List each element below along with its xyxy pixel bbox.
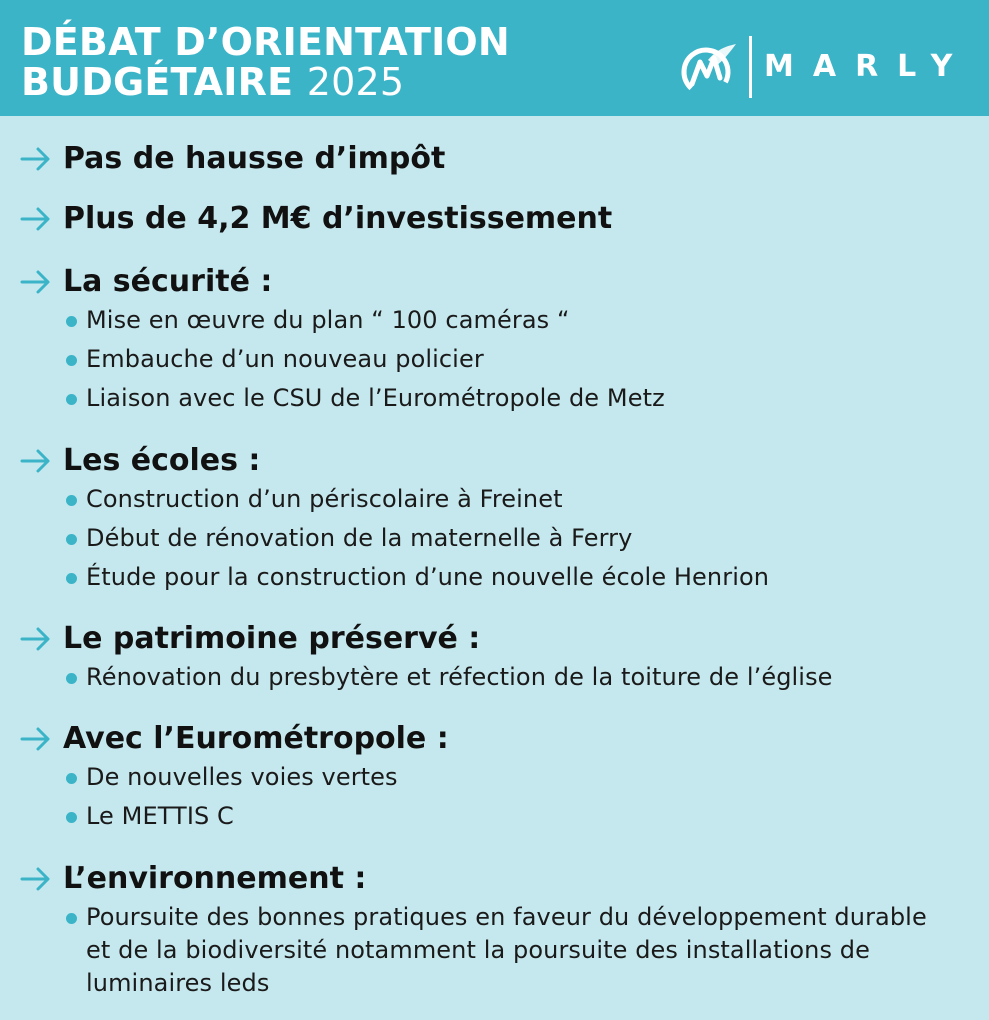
bullet-text: Construction d’un périscolaire à Freinet [86, 485, 563, 513]
bullet-dot-icon [66, 355, 77, 366]
brand-name: MARLY [764, 49, 972, 84]
heading-text: Avec l’Eurométropole : [63, 721, 449, 756]
heading-text: Plus de 4,2 M€ d’investissement [63, 201, 613, 236]
list-item [0, 382, 946, 421]
title-year: 2025 [306, 60, 405, 104]
page-title [21, 22, 510, 102]
title-budgetaire: BUDGÉTAIRE [21, 60, 294, 104]
bullet-dot-icon [66, 534, 77, 545]
section-heading [0, 197, 989, 241]
section-heading [0, 857, 989, 901]
heading-text: Le patrimoine préservé : [63, 621, 481, 656]
arrow-right-icon [20, 626, 52, 652]
arrow-right-icon [20, 206, 52, 232]
bullet-dot-icon [66, 316, 77, 327]
section-eurometropole [0, 717, 989, 839]
section-heading [0, 260, 989, 304]
bullet-dot-icon [66, 812, 77, 823]
heading-text: Les écoles : [63, 443, 261, 478]
arrow-right-icon [20, 269, 52, 295]
list-item [0, 483, 946, 522]
heading-text: Pas de hausse d’impôt [63, 141, 446, 176]
list-item [0, 343, 946, 382]
bullet-dot-icon [66, 913, 77, 924]
arrow-right-icon [20, 146, 52, 172]
list-item [0, 901, 946, 1000]
heading-text: La sécurité : [63, 264, 273, 299]
section-tax [0, 137, 989, 181]
list-item [0, 661, 946, 700]
bullet-list [0, 661, 989, 700]
title-line-2 [21, 62, 510, 102]
section-heading [0, 439, 989, 483]
heading-text: L’environnement : [63, 861, 367, 896]
bullet-list [0, 901, 989, 1000]
bullet-dot-icon [66, 773, 77, 784]
bullet-text: Étude pour la construction d’une nouvelle école Henrion [86, 563, 770, 591]
section-heading [0, 617, 989, 661]
bullet-text: Embauche d’un nouveau policier [86, 345, 484, 373]
section-investment [0, 197, 989, 241]
bullet-dot-icon [66, 673, 77, 684]
arrow-right-icon [20, 726, 52, 752]
section-security [0, 260, 989, 421]
section-heritage [0, 617, 989, 700]
list-item [0, 800, 946, 839]
bullet-dot-icon [66, 573, 77, 584]
bullet-text: Mise en œuvre du plan “ 100 caméras “ [86, 306, 570, 334]
section-heading [0, 717, 989, 761]
header-banner [0, 0, 989, 116]
list-item [0, 522, 946, 561]
list-item [0, 304, 946, 343]
bullet-dot-icon [66, 495, 77, 506]
section-schools [0, 439, 989, 600]
list-item [0, 761, 946, 800]
bullet-text: Poursuite des bonnes pratiques en faveur du développement durable et de la biodiversité notamment la poursuite des installations de luminaires leds [86, 903, 927, 997]
section-heading [0, 137, 989, 181]
bullet-dot-icon [66, 394, 77, 405]
arrow-right-icon [20, 866, 52, 892]
bullet-text: Liaison avec le CSU de l’Eurométropole de Metz [86, 384, 665, 412]
section-environment [0, 857, 989, 1000]
bullet-list [0, 304, 989, 421]
bullet-text: Début de rénovation de la maternelle à Ferry [86, 524, 633, 552]
arrow-right-icon [20, 448, 52, 474]
bullet-text: De nouvelles voies vertes [86, 763, 398, 791]
bullet-list [0, 761, 989, 839]
bullet-text: Rénovation du presbytère et réfection de la toiture de l’église [86, 663, 833, 691]
title-line-1: DÉBAT D’ORIENTATION [21, 20, 510, 64]
logo-divider [749, 36, 752, 98]
bullet-list [0, 483, 989, 600]
list-item [0, 561, 946, 600]
marly-logo-icon [678, 38, 738, 98]
bullet-text: Le METTIS C [86, 802, 234, 830]
